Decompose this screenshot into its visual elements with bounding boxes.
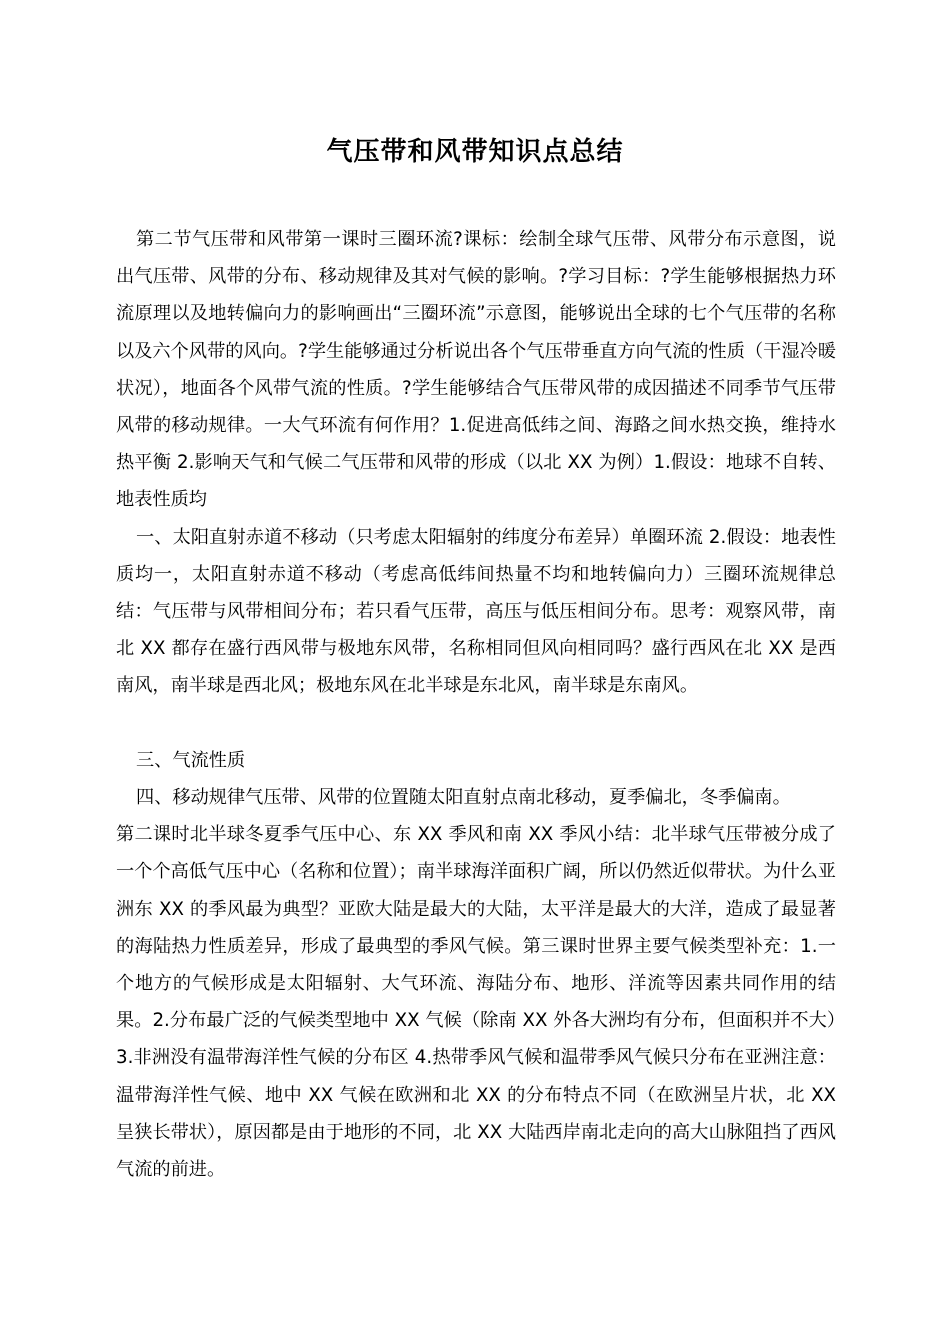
document-title: 气压带和风带知识点总结 [326, 137, 624, 167]
paragraph-intro: 第二节气压带和风带第一课时三圈环流?课标：绘制全球气压带、风带分布示意图，说出气压带、风带的分布、移动规律及其对气候的影响。?学习目标：?学生能够根据热力环流原理以及地转偏向力的影响画出“三圈环流”示意图，能够说出全球的七个气压带的名称以及六个风带的风向。?学生能够通过分析说出各个气压带垂直方向气流的性质（干湿冷暖状况），地面各个风带气流的性质。?学生能够结合气压带风带的成因描述不同季节气压带风带的移动规律。一大气环流有何作用？1.促进高低纬之间、海路之间水热交换，维持水热平衡 2.影响天气和气候二气压带和风带的形成（以北 XX 为例）1.假设：地球不自转、地表性质均 [116, 229, 836, 511]
document-body [116, 221, 836, 1188]
paragraph-section-three: 三、气流性质 [136, 749, 246, 771]
paragraph-section-four: 四、移动规律气压带、风带的位置随太阳直射点南北移动，夏季偏北，冬季偏南。 [136, 787, 791, 809]
paragraph-section-one: 一、太阳直射赤道不移动（只考虑太阳辐射的纬度分布差异）单圈环流 2.假设：地表性质均一，太阳直射赤道不移动（考虑高低纬间热量不均和地转偏向力）三圈环流规律总结：气压带与风带相间分布；若只看气压带，高压与低压相间分布。思考：观察风带，南北 XX 都存在盛行西风带与极地东风带，名称相同但风向相同吗？盛行西风在北 XX 是西南风，南半球是西北风；极地东风在北半球是东北风，南半球是东南风。 [116, 526, 836, 697]
paragraph-spacer [116, 705, 836, 742]
paragraph-lesson-two: 第二课时北半球冬夏季气压中心、东 XX 季风和南 XX 季风小结：北半球气压带被分成了一个个高低气压中心（名称和位置）；南半球海洋面积广阔，所以仍然近似带状。为什么亚洲东 XX 的季风最为典型？亚欧大陆是最大的大陆，太平洋是最大的大洋，造成了最显著的海陆热力性质差异，形成了最典型的季风气候。第三课时世界主要气候类型补充：1.一个地方的气候形成是太阳辐射、大气环流、海陆分布、地形、洋流等因素共同作用的结果。2.分布最广泛的气候类型地中 XX 气候（除南 XX 外各大洲均有分布，但面积并不大）3.非洲没有温带海洋性气候的分布区 4.热带季风气候和温带季风气候只分布在亚洲注意：温带海洋性气候、地中 XX 气候在欧洲和北 XX 的分布特点不同（在欧洲呈片状，北 XX 呈狭长带状），原因都是由于地形的不同，北 XX 大陆西岸南北走向的高大山脉阻挡了西风气流的前进。 [116, 824, 836, 1181]
